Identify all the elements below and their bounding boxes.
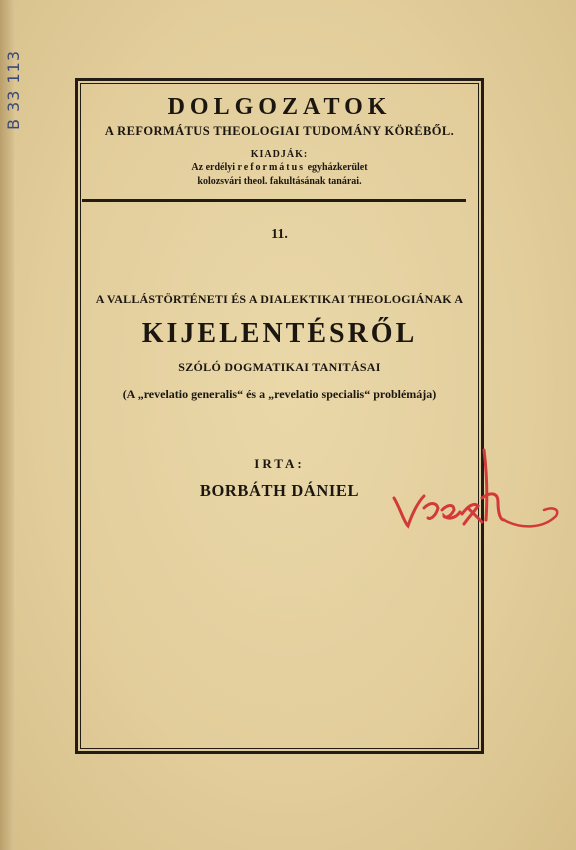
work-title-line-1: A VALLÁSTÖRTÉNETI ÉS A DIALEKTIKAI THEOLOGIÁNAK A: [95, 292, 464, 306]
series-title: DOLGOZATOK: [167, 94, 392, 120]
publisher-line-1: [80, 162, 479, 173]
byline-label: IRTA:: [254, 456, 305, 471]
handwritten-signature-icon: [384, 446, 564, 541]
publisher-line-1-b: református: [237, 162, 306, 173]
work-title-line-3: SZÓLÓ DOGMATIKAI TANITÁSAI: [178, 360, 381, 374]
publisher-line-1-a: Az erdélyi: [191, 162, 235, 173]
publisher-line-1-c: egyházkerület: [307, 162, 368, 173]
work-main-title: KIJELENTÉSRŐL: [141, 318, 418, 349]
library-stamp: B 33 113: [4, 49, 23, 130]
series-subtitle: A REFORMÁTUS THEOLOGIAI TUDOMÁNY KÖRÉBŐL.: [104, 124, 455, 138]
header-divider-rule: [82, 199, 466, 202]
volume-number: 11.: [271, 227, 288, 242]
publisher-label: KIADJÁK:: [250, 149, 309, 160]
author-name: BORBÁTH DÁNIEL: [199, 481, 360, 500]
work-subtitle-parenthetical: (A „revelatio generalis“ és a „revelatio specialis“ problémája): [122, 387, 437, 401]
publisher-line-2: kolozsvári theol. fakultásának tanárai.: [197, 176, 362, 187]
